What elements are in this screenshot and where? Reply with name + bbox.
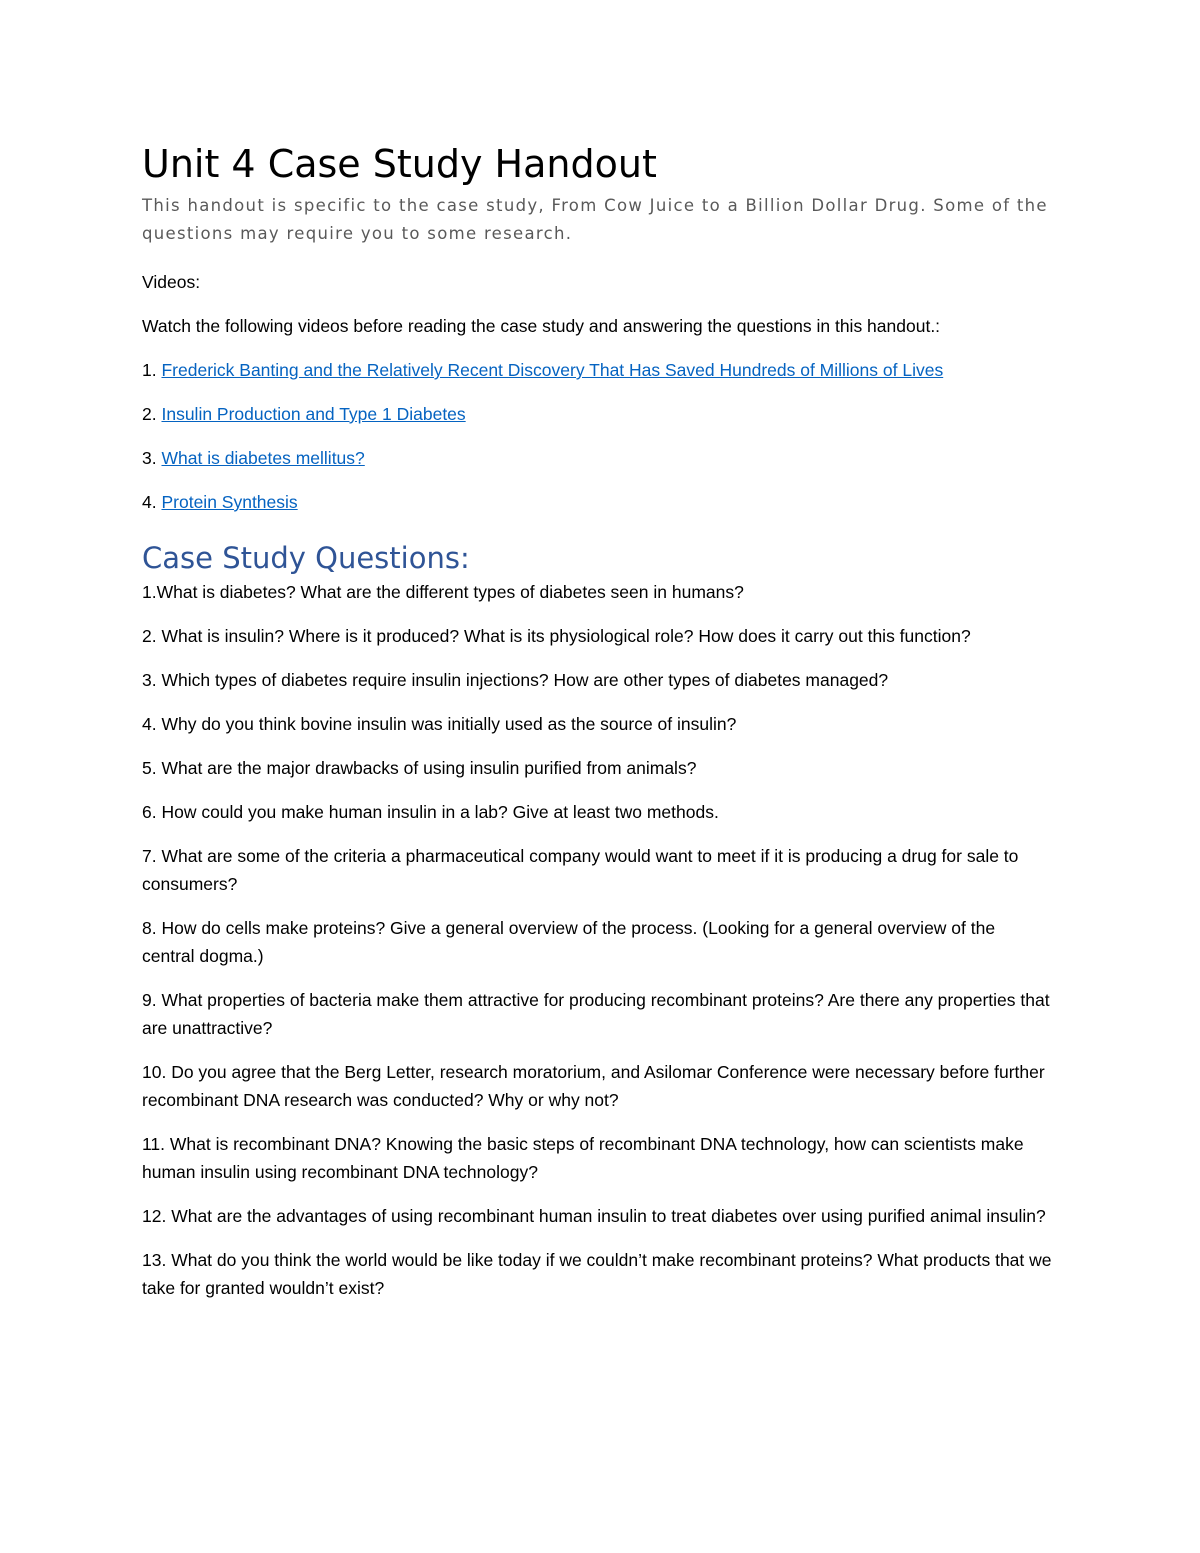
instructions-text: Watch the following videos before reading the case study and answering the questions in this handout.: [142, 316, 941, 336]
video-link-item [142, 444, 1052, 472]
video-link-item [142, 488, 1052, 516]
videos-label: Videos: [142, 272, 201, 292]
question-item: 2. What is insulin? Where is it produced? What is its physiological role? How does it carry out this function? [142, 626, 971, 646]
question-item: 10. Do you agree that the Berg Letter, research moratorium, and Asilomar Conference were necessary before further recombinant DNA research was conducted? Why or why not? [142, 1062, 1045, 1110]
document-subtitle: This handout is specific to the case study, From Cow Juice to a Billion Dollar Drug. Some of the questions may require you to some research. [142, 196, 1048, 243]
question-item: 11. What is recombinant DNA? Knowing the basic steps of recombinant DNA technology, how can scientists make human insulin using recombinant DNA technology? [142, 1134, 1024, 1182]
video-link-insulin-production[interactable]: Insulin Production and Type 1 Diabetes [161, 404, 466, 424]
video-link-diabetes-mellitus[interactable]: What is diabetes mellitus? [161, 448, 365, 468]
question-item: 6. How could you make human insulin in a lab? Give at least two methods. [142, 802, 719, 822]
question-item: 4. Why do you think bovine insulin was initially used as the source of insulin? [142, 714, 737, 734]
question-item: 7. What are some of the criteria a pharmaceutical company would want to meet if it is producing a drug for sale to consumers? [142, 846, 1019, 894]
link-number: 4. [142, 492, 157, 512]
link-number: 3. [142, 448, 157, 468]
document-title: Unit 4 Case Study Handout [142, 142, 657, 186]
question-item: 12. What are the advantages of using recombinant human insulin to treat diabetes over using purified animal insulin? [142, 1206, 1046, 1226]
video-link-protein-synthesis[interactable]: Protein Synthesis [161, 492, 298, 512]
questions-list [142, 578, 1052, 1302]
question-item: 8. How do cells make proteins? Give a general overview of the process. (Looking for a general overview of the central dogma.) [142, 918, 996, 966]
video-link-item [142, 356, 1052, 384]
question-item: 5. What are the major drawbacks of using insulin purified from animals? [142, 758, 697, 778]
link-number: 1. [142, 360, 157, 380]
link-number: 2. [142, 404, 157, 424]
video-link-item [142, 400, 1052, 428]
question-item: 3. Which types of diabetes require insulin injections? How are other types of diabetes managed? [142, 670, 889, 690]
document-page [142, 140, 1052, 1318]
question-item: 9. What properties of bacteria make them attractive for producing recombinant proteins? Are there any properties that are unattractive? [142, 990, 1050, 1038]
video-link-banting[interactable]: Frederick Banting and the Relatively Recent Discovery That Has Saved Hundreds of Millions of Lives [161, 360, 944, 380]
question-item: 1.What is diabetes? What are the different types of diabetes seen in humans? [142, 582, 744, 602]
section-heading: Case Study Questions: [142, 541, 470, 575]
question-item: 13. What do you think the world would be like today if we couldn’t make recombinant proteins? What products that we take for granted wouldn’t exist? [142, 1250, 1052, 1298]
